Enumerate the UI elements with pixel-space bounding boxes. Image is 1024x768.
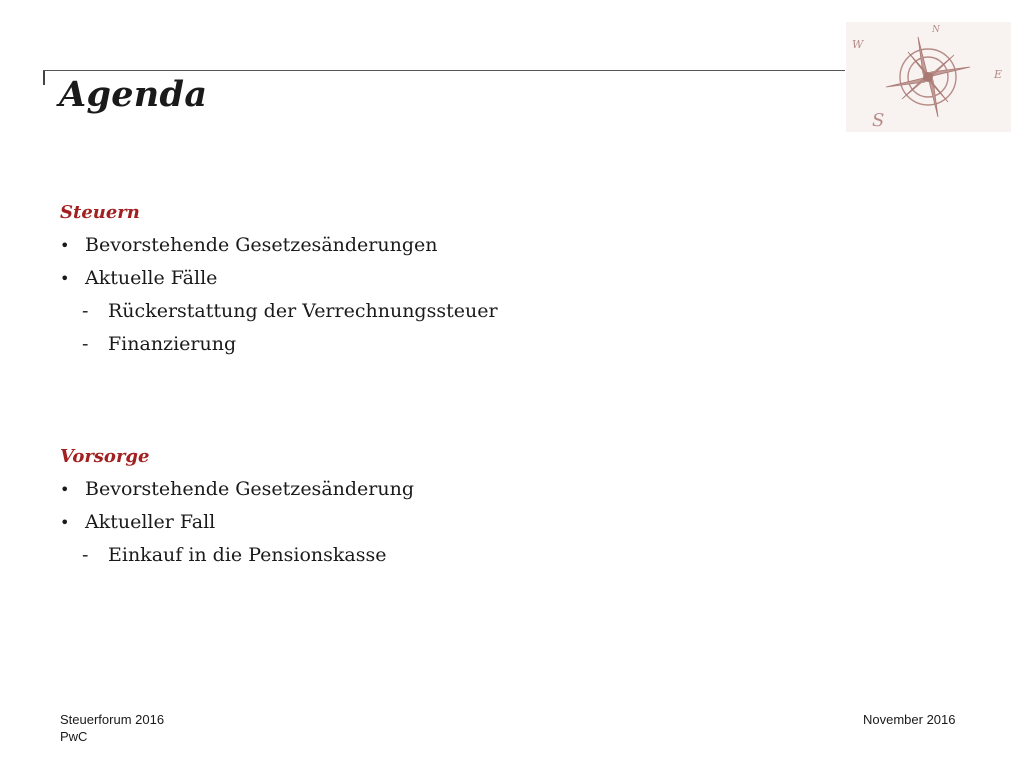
bullet-marker: • [60,513,70,532]
list-item [60,262,498,295]
sub-list-item [60,295,498,328]
footer-event: Steuerforum 2016 [60,712,165,727]
bullet-marker: • [60,269,70,288]
title-rule [43,70,845,71]
sub-list-item-text: Rückerstattung der Verrechnungssteuer [108,300,498,322]
list-item-text: Bevorstehende Gesetzesänderungen [85,234,438,256]
compass-label-west: W [852,38,864,51]
dash-marker: - [82,300,89,322]
bullet-marker: • [60,480,70,499]
list-item [60,229,498,262]
sub-list-item-text: Finanzierung [108,333,237,355]
footer-date: November 2016 [863,712,956,727]
compass-label-east: E [994,68,1003,81]
bullet-marker: • [60,236,70,255]
section-heading-steuern: Steuern [60,202,140,223]
compass-rose-icon [846,22,1011,132]
section-vorsorge [60,441,414,572]
sub-list-item [60,328,498,361]
dash-marker: - [82,544,89,566]
compass-label-north: N [932,25,940,35]
section-steuern [60,197,498,361]
footer-left [60,711,164,745]
sub-list-item-text: Einkauf in die Pensionskasse [108,544,387,566]
footer-company: PwC [60,729,88,744]
sub-list-item [60,539,414,572]
list-item-text: Aktueller Fall [85,511,216,533]
slide-title: Agenda [59,74,208,115]
list-item [60,473,414,506]
list-item-text: Aktuelle Fälle [85,267,218,289]
title-rule-tick [43,71,45,85]
dash-marker: - [82,333,89,355]
section-heading-vorsorge: Vorsorge [60,446,150,467]
compass-label-south: S [872,110,885,131]
list-item-text: Bevorstehende Gesetzesänderung [85,478,415,500]
list-item [60,506,414,539]
